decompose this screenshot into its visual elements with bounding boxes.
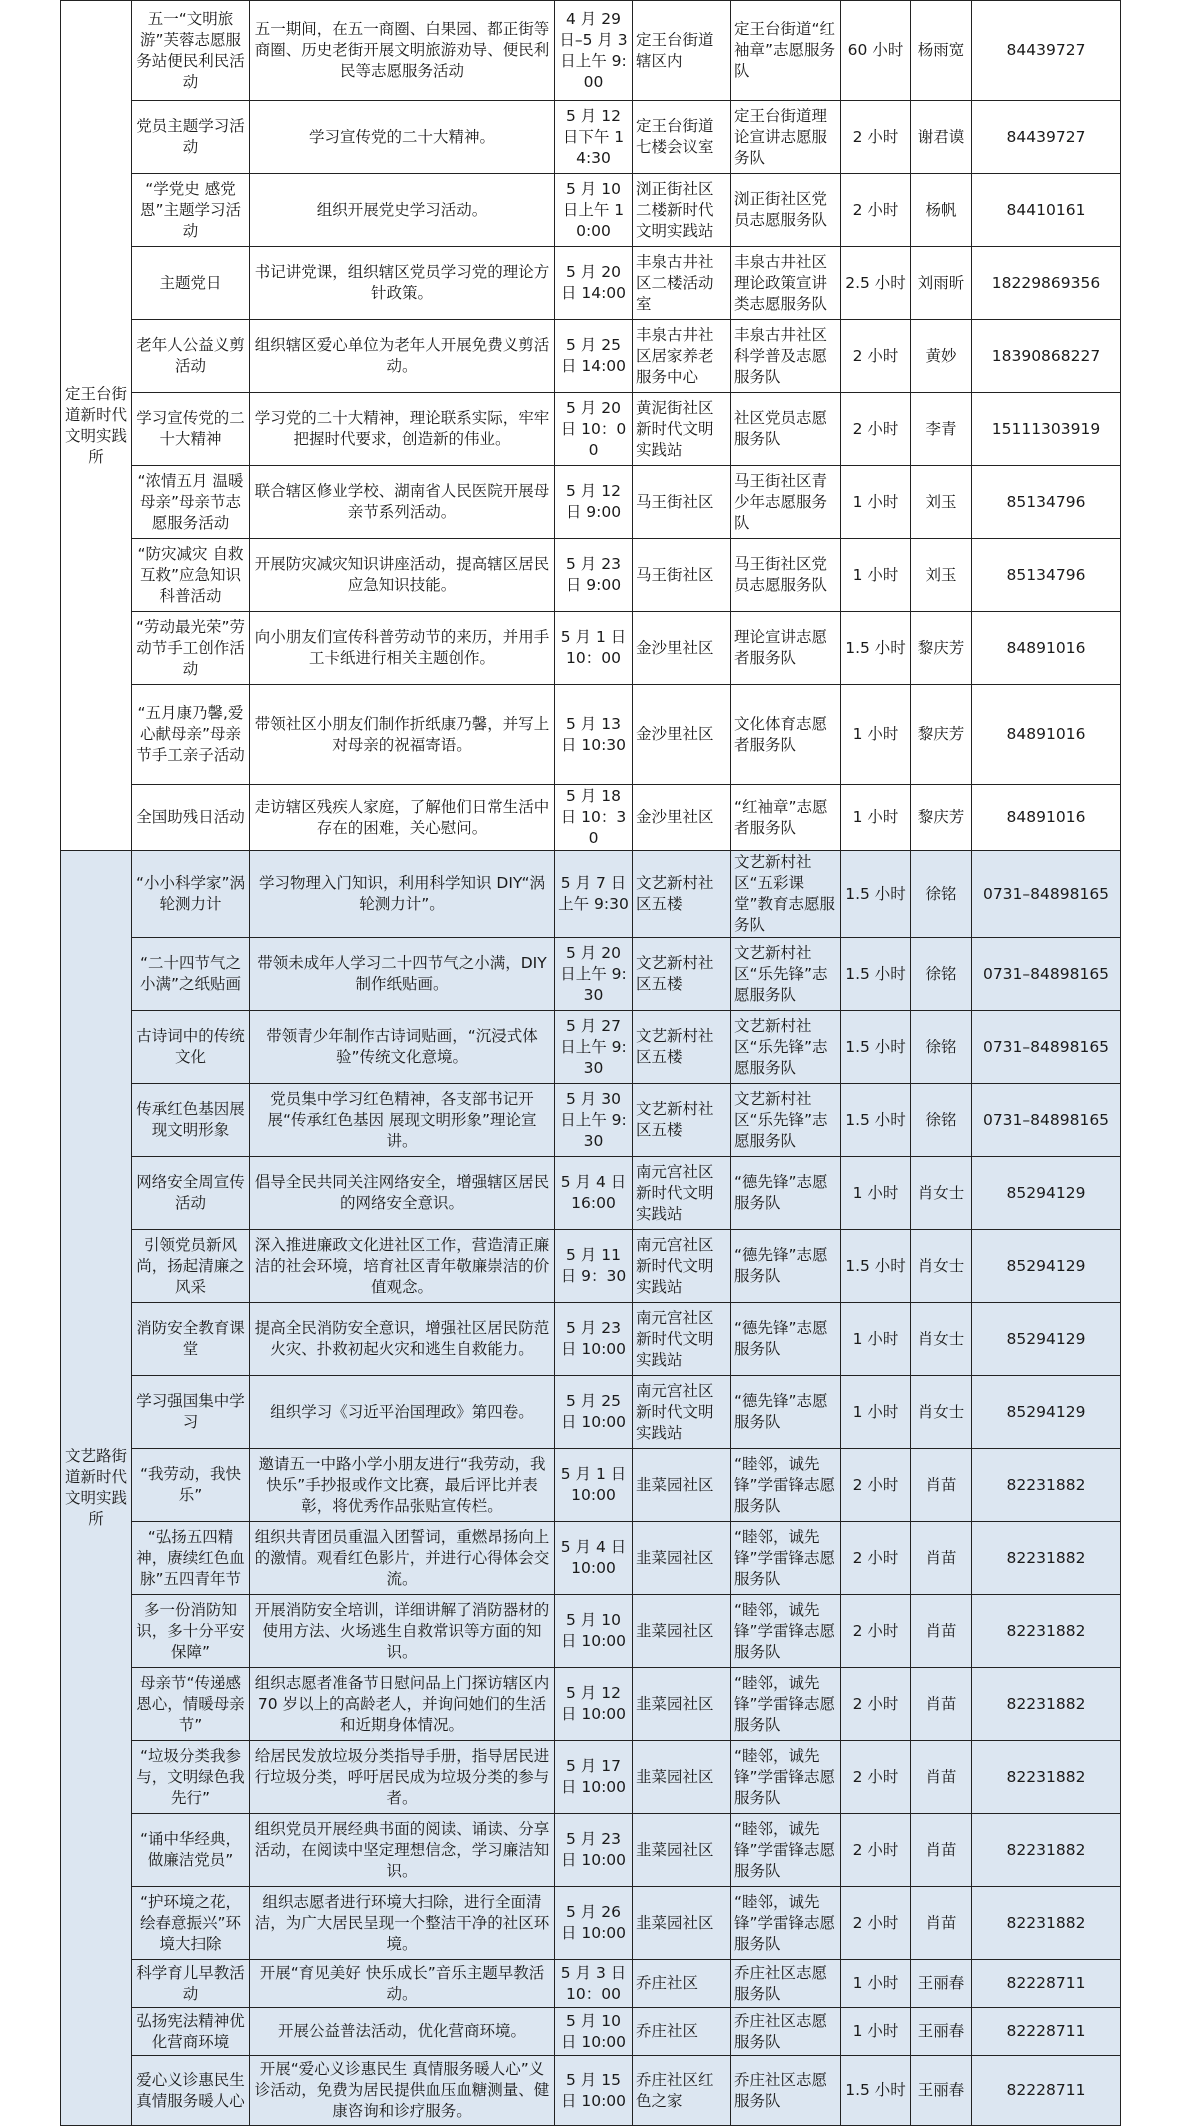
activity-title: “防灾减灾 自救互救”应急知识科普活动 (132, 539, 250, 612)
service-team: 社区党员志愿服务队 (731, 393, 841, 466)
contact-phone: 0731–84898165 (972, 1011, 1121, 1084)
contact-person: 肖苗 (911, 1668, 972, 1741)
service-hours: 1.5 小时 (841, 1230, 911, 1303)
service-team: 丰泉古井社区理论政策宣讲类志愿服务队 (731, 247, 841, 320)
service-hours: 2 小时 (841, 1668, 911, 1741)
table-row (61, 612, 1121, 685)
activity-time: 5 月 26 日 10:00 (555, 1887, 633, 1960)
service-hours: 1.5 小时 (841, 1084, 911, 1157)
service-team: 文化体育志愿者服务队 (731, 685, 841, 785)
service-hours: 1 小时 (841, 1303, 911, 1376)
activity-time: 5 月 20 日上午 9:30 (555, 938, 633, 1011)
activity-time: 5 月 30 日上午 9:30 (555, 1084, 633, 1157)
activity-place: 韭菜园社区 (633, 1741, 731, 1814)
activity-place: 金沙里社区 (633, 612, 731, 685)
service-hours: 1.5 小时 (841, 938, 911, 1011)
table-row (61, 2056, 1121, 2126)
table-row (61, 393, 1121, 466)
table-row (61, 101, 1121, 174)
activity-content: 组织共青团员重温入团誓词，重燃昂扬向上的激情。观看红色影片，并进行心得体会交流。 (250, 1522, 555, 1595)
activity-time: 5 月 10 日上午 10:00 (555, 174, 633, 247)
service-hours: 1 小时 (841, 1376, 911, 1449)
table-row (61, 1814, 1121, 1887)
activity-title: 古诗词中的传统文化 (132, 1011, 250, 1084)
contact-person: 肖女士 (911, 1157, 972, 1230)
activity-content: 开展公益普法活动，优化营商环境。 (250, 2008, 555, 2056)
table-row (61, 1084, 1121, 1157)
activity-place: 浏正街社区二楼新时代文明实践站 (633, 174, 731, 247)
service-hours: 2 小时 (841, 320, 911, 393)
activity-time: 5 月 12 日下午 14:30 (555, 101, 633, 174)
activity-time: 5 月 15 日 10:00 (555, 2056, 633, 2126)
activity-place: 文艺新村社区五楼 (633, 1011, 731, 1084)
table-row (61, 2008, 1121, 2056)
activity-title: “弘扬五四精神，赓续红色血脉”五四青年节 (132, 1522, 250, 1595)
activity-time: 5 月 4 日 10:00 (555, 1522, 633, 1595)
table-row (61, 1230, 1121, 1303)
activity-content: 向小朋友们宣传科普劳动节的来历，并用手工卡纸进行相关主题创作。 (250, 612, 555, 685)
service-team: 文艺新村社区“乐先锋”志愿服务队 (731, 1084, 841, 1157)
contact-phone: 82231882 (972, 1595, 1121, 1668)
service-hours: 2 小时 (841, 393, 911, 466)
activity-time: 5 月 23 日 9:00 (555, 539, 633, 612)
contact-person: 徐铭 (911, 1084, 972, 1157)
service-team: 乔庄社区志愿服务队 (731, 2056, 841, 2126)
activity-time: 5 月 10 日 10:00 (555, 1595, 633, 1668)
contact-person: 徐铭 (911, 938, 972, 1011)
contact-person: 肖女士 (911, 1230, 972, 1303)
contact-person: 刘玉 (911, 539, 972, 612)
activity-content: 开展“育见美好 快乐成长”音乐主题早教活动。 (250, 1960, 555, 2008)
activity-time: 5 月 20 日 14:00 (555, 247, 633, 320)
table-row (61, 1303, 1121, 1376)
activity-title: “小小科学家”涡轮测力计 (132, 851, 250, 938)
contact-phone: 82231882 (972, 1887, 1121, 1960)
activity-place: 文艺新村社区五楼 (633, 938, 731, 1011)
contact-phone: 82231882 (972, 1449, 1121, 1522)
contact-phone: 84439727 (972, 101, 1121, 174)
activity-title: 网络安全周宣传活动 (132, 1157, 250, 1230)
activity-title: “我劳动，我快乐” (132, 1449, 250, 1522)
activity-place: 金沙里社区 (633, 685, 731, 785)
activity-content: 组织党员开展经典书面的阅读、诵读、分享活动，在阅读中坚定理想信念，学习廉洁知识。 (250, 1814, 555, 1887)
activity-title: “诵中华经典，做廉洁党员” (132, 1814, 250, 1887)
table-row (61, 1887, 1121, 1960)
activity-place: 韭菜园社区 (633, 1668, 731, 1741)
table-row (61, 320, 1121, 393)
contact-phone: 84891016 (972, 685, 1121, 785)
activity-content: 党员集中学习红色精神，各支部书记开展“传承红色基因 展现文明形象”理论宣讲。 (250, 1084, 555, 1157)
activity-place: 乔庄社区红色之家 (633, 2056, 731, 2126)
service-team: 文艺新村社区“乐先锋”志愿服务队 (731, 938, 841, 1011)
service-hours: 1.5 小时 (841, 2056, 911, 2126)
activity-title: 老年人公益义剪活动 (132, 320, 250, 393)
activity-content: 学习物理入门知识，利用科学知识 DIY“涡轮测力计”。 (250, 851, 555, 938)
service-hours: 1 小时 (841, 1960, 911, 2008)
activity-title: 母亲节“传递感恩心，情暖母亲节” (132, 1668, 250, 1741)
activity-time: 5 月 1 日 10：00 (555, 612, 633, 685)
service-hours: 1.5 小时 (841, 612, 911, 685)
activity-content: 学习党的二十大精神，理论联系实际，牢牢把握时代要求，创造新的伟业。 (250, 393, 555, 466)
activity-place: 马王街社区 (633, 539, 731, 612)
activity-title: 党员主题学习活动 (132, 101, 250, 174)
activity-time: 5 月 10 日 10:00 (555, 2008, 633, 2056)
activity-place: 黄泥街社区新时代文明实践站 (633, 393, 731, 466)
activity-title: 弘扬宪法精神优化营商环境 (132, 2008, 250, 2056)
activity-title: “劳动最光荣”劳动节手工创作活动 (132, 612, 250, 685)
table-row (61, 938, 1121, 1011)
service-team: “德先锋”志愿服务队 (731, 1376, 841, 1449)
activity-content: 提高全民消防安全意识，增强社区居民防范火灾、扑救初起火灾和逃生自救能力。 (250, 1303, 555, 1376)
service-hours: 2.5 小时 (841, 247, 911, 320)
table-row (61, 1522, 1121, 1595)
contact-phone: 0731–84898165 (972, 1084, 1121, 1157)
contact-phone: 15111303919 (972, 393, 1121, 466)
service-team: 浏正街社区党员志愿服务队 (731, 174, 841, 247)
contact-phone: 85294129 (972, 1376, 1121, 1449)
activity-time: 4 月 29 日–5 月 3 日上午 9:00 (555, 1, 633, 101)
contact-phone: 0731–84898165 (972, 851, 1121, 938)
service-hours: 2 小时 (841, 1741, 911, 1814)
activity-content: 组织辖区爱心单位为老年人开展免费义剪活动。 (250, 320, 555, 393)
activity-place: 定王台街道七楼会议室 (633, 101, 731, 174)
service-team: “睦邻，诚先锋”学雷锋志愿服务队 (731, 1814, 841, 1887)
activity-time: 5 月 17 日 10:00 (555, 1741, 633, 1814)
contact-phone: 85294129 (972, 1230, 1121, 1303)
activity-title: 消防安全教育课堂 (132, 1303, 250, 1376)
activity-time: 5 月 20 日 10：00 (555, 393, 633, 466)
activity-time: 5 月 12 日 10:00 (555, 1668, 633, 1741)
activity-title: 多一份消防知识，多十分平安保障” (132, 1595, 250, 1668)
activity-content: 倡导全民共同关注网络安全，增强辖区居民的网络安全意识。 (250, 1157, 555, 1230)
contact-phone: 82228711 (972, 1960, 1121, 2008)
activity-content: 开展防灾减灾知识讲座活动，提高辖区居民应急知识技能。 (250, 539, 555, 612)
activity-content: 邀请五一中路小学小朋友进行“我劳动，我快乐”手抄报或作文比赛，最后评比并表彰，将优秀作品张贴宣传栏。 (250, 1449, 555, 1522)
activity-place: 南元宫社区新时代文明实践站 (633, 1303, 731, 1376)
activity-time: 5 月 25 日 10:00 (555, 1376, 633, 1449)
activity-title: 爱心义诊惠民生 真情服务暖人心 (132, 2056, 250, 2126)
activity-place: 韭菜园社区 (633, 1522, 731, 1595)
service-hours: 2 小时 (841, 101, 911, 174)
service-hours: 60 小时 (841, 1, 911, 101)
service-hours: 2 小时 (841, 1595, 911, 1668)
service-team: “德先锋”志愿服务队 (731, 1303, 841, 1376)
contact-person: 刘雨昕 (911, 247, 972, 320)
service-hours: 2 小时 (841, 1887, 911, 1960)
service-team: “睦邻，诚先锋”学雷锋志愿服务队 (731, 1741, 841, 1814)
activity-time: 5 月 11 日 9：30 (555, 1230, 633, 1303)
table-row (61, 1741, 1121, 1814)
service-team: 马王街社区青少年志愿服务队 (731, 466, 841, 539)
service-team: 定王台街道理论宣讲志愿服务队 (731, 101, 841, 174)
service-hours: 1.5 小时 (841, 1011, 911, 1084)
contact-person: 黎庆芳 (911, 612, 972, 685)
contact-phone: 18229869356 (972, 247, 1121, 320)
service-team: 乔庄社区志愿服务队 (731, 1960, 841, 2008)
activity-table (60, 0, 1121, 2126)
contact-person: 黄妙 (911, 320, 972, 393)
activity-content: 书记讲党课，组织辖区党员学习党的理论方针政策。 (250, 247, 555, 320)
activity-place: 乔庄社区 (633, 2008, 731, 2056)
service-team: “睦邻，诚先锋”学雷锋志愿服务队 (731, 1595, 841, 1668)
activity-time: 5 月 1 日 10:00 (555, 1449, 633, 1522)
contact-person: 徐铭 (911, 851, 972, 938)
activity-title: 五一“文明旅游”芙蓉志愿服务站便民利民活动 (132, 1, 250, 101)
contact-phone: 82228711 (972, 2056, 1121, 2126)
table-row (61, 685, 1121, 785)
activity-place: 丰泉古井社区二楼活动室 (633, 247, 731, 320)
practice-station-name: 定王台街道新时代文明实践所 (61, 1, 132, 851)
table-row (61, 1, 1121, 101)
table-row (61, 785, 1121, 851)
service-team: “德先锋”志愿服务队 (731, 1157, 841, 1230)
activity-place: 南元宫社区新时代文明实践站 (633, 1230, 731, 1303)
activity-title: “二十四节气之小满”之纸贴画 (132, 938, 250, 1011)
activity-content: 开展消防安全培训，详细讲解了消防器材的使用方法、火场逃生自救常识等方面的知识。 (250, 1595, 555, 1668)
activity-title: 全国助残日活动 (132, 785, 250, 851)
table-row (61, 1449, 1121, 1522)
service-hours: 1 小时 (841, 466, 911, 539)
activity-content: 组织开展党史学习活动。 (250, 174, 555, 247)
activity-place: 南元宫社区新时代文明实践站 (633, 1157, 731, 1230)
activity-time: 5 月 12 日 9:00 (555, 466, 633, 539)
activity-content: 学习宣传党的二十大精神。 (250, 101, 555, 174)
activity-title: “五月康乃馨,爱心献母亲”母亲节手工亲子活动 (132, 685, 250, 785)
contact-person: 肖女士 (911, 1376, 972, 1449)
service-team: 乔庄社区志愿服务队 (731, 2008, 841, 2056)
service-team: 理论宣讲志愿者服务队 (731, 612, 841, 685)
service-team: 丰泉古井社区科学普及志愿服务队 (731, 320, 841, 393)
service-team: “睦邻，诚先锋”学雷锋志愿服务队 (731, 1887, 841, 1960)
activity-content: 带领未成年人学习二十四节气之小满，DIY 制作纸贴画。 (250, 938, 555, 1011)
service-team: 定王台街道“红袖章”志愿服务队 (731, 1, 841, 101)
service-team: “睦邻，诚先锋”学雷锋志愿服务队 (731, 1449, 841, 1522)
service-hours: 1 小时 (841, 2008, 911, 2056)
contact-person: 谢君谟 (911, 101, 972, 174)
activity-title: “护环境之花，绘春意振兴”环境大扫除 (132, 1887, 250, 1960)
activity-title: 传承红色基因展现文明形象 (132, 1084, 250, 1157)
activity-content: 组织学习《习近平治国理政》第四卷。 (250, 1376, 555, 1449)
activity-time: 5 月 25 日 14:00 (555, 320, 633, 393)
activity-place: 文艺新村社区五楼 (633, 1084, 731, 1157)
activity-place: 韭菜园社区 (633, 1595, 731, 1668)
activity-title: 主题党日 (132, 247, 250, 320)
contact-phone: 85294129 (972, 1157, 1121, 1230)
activity-place: 文艺新村社区五楼 (633, 851, 731, 938)
activity-title: 学习强国集中学习 (132, 1376, 250, 1449)
activity-title: “学党史 感党恩”主题学习活动 (132, 174, 250, 247)
contact-phone: 82231882 (972, 1814, 1121, 1887)
table-row (61, 851, 1121, 938)
contact-person: 肖苗 (911, 1522, 972, 1595)
contact-person: 肖苗 (911, 1814, 972, 1887)
activity-title: “垃圾分类我参与，文明绿色我先行” (132, 1741, 250, 1814)
contact-person: 肖苗 (911, 1741, 972, 1814)
activity-place: 定王台街道辖区内 (633, 1, 731, 101)
activity-place: 韭菜园社区 (633, 1449, 731, 1522)
activity-content: 带领社区小朋友们制作折纸康乃馨，并写上对母亲的祝福寄语。 (250, 685, 555, 785)
service-team: 文艺新村社区“乐先锋”志愿服务队 (731, 1011, 841, 1084)
contact-person: 肖苗 (911, 1449, 972, 1522)
activity-time: 5 月 27 日上午 9:30 (555, 1011, 633, 1084)
activity-time: 5 月 7 日上午 9:30 (555, 851, 633, 938)
activity-title: 引领党员新风尚，扬起清廉之风采 (132, 1230, 250, 1303)
activity-content: 组织志愿者准备节日慰问品上门探访辖区内 70 岁以上的高龄老人，并询问她们的生活和近期身体情况。 (250, 1668, 555, 1741)
activity-time: 5 月 4 日 16:00 (555, 1157, 633, 1230)
contact-phone: 85134796 (972, 539, 1121, 612)
contact-phone: 85294129 (972, 1303, 1121, 1376)
table-row (61, 1960, 1121, 2008)
activity-time: 5 月 3 日 10：00 (555, 1960, 633, 2008)
contact-person: 黎庆芳 (911, 685, 972, 785)
activity-time: 5 月 23 日 10:00 (555, 1814, 633, 1887)
activity-place: 南元宫社区新时代文明实践站 (633, 1376, 731, 1449)
activity-content: 组织志愿者进行环境大扫除，进行全面清洁，为广大居民呈现一个整洁干净的社区环境。 (250, 1887, 555, 1960)
service-hours: 2 小时 (841, 1814, 911, 1887)
activity-time: 5 月 13 日 10:30 (555, 685, 633, 785)
activity-content: 五一期间，在五一商圈、白果园、都正街等商圈、历史老街开展文明旅游劝导、便民利民等志愿服务活动 (250, 1, 555, 101)
contact-phone: 82231882 (972, 1522, 1121, 1595)
service-team: “睦邻，诚先锋”学雷锋志愿服务队 (731, 1668, 841, 1741)
service-team: “德先锋”志愿服务队 (731, 1230, 841, 1303)
activity-content: 开展“爱心义诊惠民生 真情服务暖人心”义诊活动，免费为居民提供血压血糖测量、健康咨询和诊疗服务。 (250, 2056, 555, 2126)
table-row (61, 466, 1121, 539)
contact-phone: 82231882 (972, 1668, 1121, 1741)
table-row (61, 1376, 1121, 1449)
activity-content: 联合辖区修业学校、湖南省人民医院开展母亲节系列活动。 (250, 466, 555, 539)
activity-place: 韭菜园社区 (633, 1814, 731, 1887)
activity-time: 5 月 18 日 10：30 (555, 785, 633, 851)
activity-place: 乔庄社区 (633, 1960, 731, 2008)
activity-title: 科学育儿早教活动 (132, 1960, 250, 2008)
contact-person: 刘玉 (911, 466, 972, 539)
service-hours: 1 小时 (841, 685, 911, 785)
activity-place: 丰泉古井社区居家养老服务中心 (633, 320, 731, 393)
table-row (61, 1595, 1121, 1668)
activity-time: 5 月 23 日 10:00 (555, 1303, 633, 1376)
activity-place: 马王街社区 (633, 466, 731, 539)
contact-phone: 82228711 (972, 2008, 1121, 2056)
table-row (61, 247, 1121, 320)
contact-person: 王丽春 (911, 1960, 972, 2008)
contact-person: 徐铭 (911, 1011, 972, 1084)
contact-phone: 82231882 (972, 1741, 1121, 1814)
contact-person: 肖苗 (911, 1887, 972, 1960)
service-team: 文艺新村社区“五彩课堂”教育志愿服务队 (731, 851, 841, 938)
activity-content: 给居民发放垃圾分类指导手册，指导居民进行垃圾分类，呼吁居民成为垃圾分类的参与者。 (250, 1741, 555, 1814)
service-team: “睦邻，诚先锋”学雷锋志愿服务队 (731, 1522, 841, 1595)
activity-place: 韭菜园社区 (633, 1887, 731, 1960)
contact-person: 杨帆 (911, 174, 972, 247)
service-hours: 2 小时 (841, 1449, 911, 1522)
contact-phone: 84410161 (972, 174, 1121, 247)
service-hours: 2 小时 (841, 1522, 911, 1595)
table-row (61, 1157, 1121, 1230)
activity-content: 走访辖区残疾人家庭，了解他们日常生活中存在的困难，关心慰问。 (250, 785, 555, 851)
contact-person: 王丽春 (911, 2056, 972, 2126)
service-hours: 1.5 小时 (841, 851, 911, 938)
contact-phone: 84891016 (972, 785, 1121, 851)
contact-phone: 0731–84898165 (972, 938, 1121, 1011)
activity-content: 带领青少年制作古诗词贴画，“沉浸式体验”传统文化意境。 (250, 1011, 555, 1084)
table-row (61, 1668, 1121, 1741)
activity-title: 学习宣传党的二十大精神 (132, 393, 250, 466)
contact-phone: 84891016 (972, 612, 1121, 685)
contact-person: 肖苗 (911, 1595, 972, 1668)
contact-phone: 18390868227 (972, 320, 1121, 393)
activity-schedule (60, 0, 1120, 2126)
activity-title: “浓情五月 温暖母亲”母亲节志愿服务活动 (132, 466, 250, 539)
contact-person: 李青 (911, 393, 972, 466)
table-row (61, 1011, 1121, 1084)
practice-station-name: 文艺路街道新时代文明实践所 (61, 851, 132, 2126)
activity-content: 深入推进廉政文化进社区工作，营造清正廉洁的社会环境，培育社区青年敬廉崇洁的价值观念。 (250, 1230, 555, 1303)
contact-phone: 85134796 (972, 466, 1121, 539)
contact-person: 王丽春 (911, 2008, 972, 2056)
table-row (61, 539, 1121, 612)
service-hours: 1 小时 (841, 1157, 911, 1230)
activity-place: 金沙里社区 (633, 785, 731, 851)
service-team: “红袖章”志愿者服务队 (731, 785, 841, 851)
service-team: 马王街社区党员志愿服务队 (731, 539, 841, 612)
contact-person: 肖女士 (911, 1303, 972, 1376)
service-hours: 1 小时 (841, 539, 911, 612)
table-row (61, 174, 1121, 247)
contact-phone: 84439727 (972, 1, 1121, 101)
contact-person: 杨雨宽 (911, 1, 972, 101)
contact-person: 黎庆芳 (911, 785, 972, 851)
service-hours: 1 小时 (841, 785, 911, 851)
service-hours: 2 小时 (841, 174, 911, 247)
